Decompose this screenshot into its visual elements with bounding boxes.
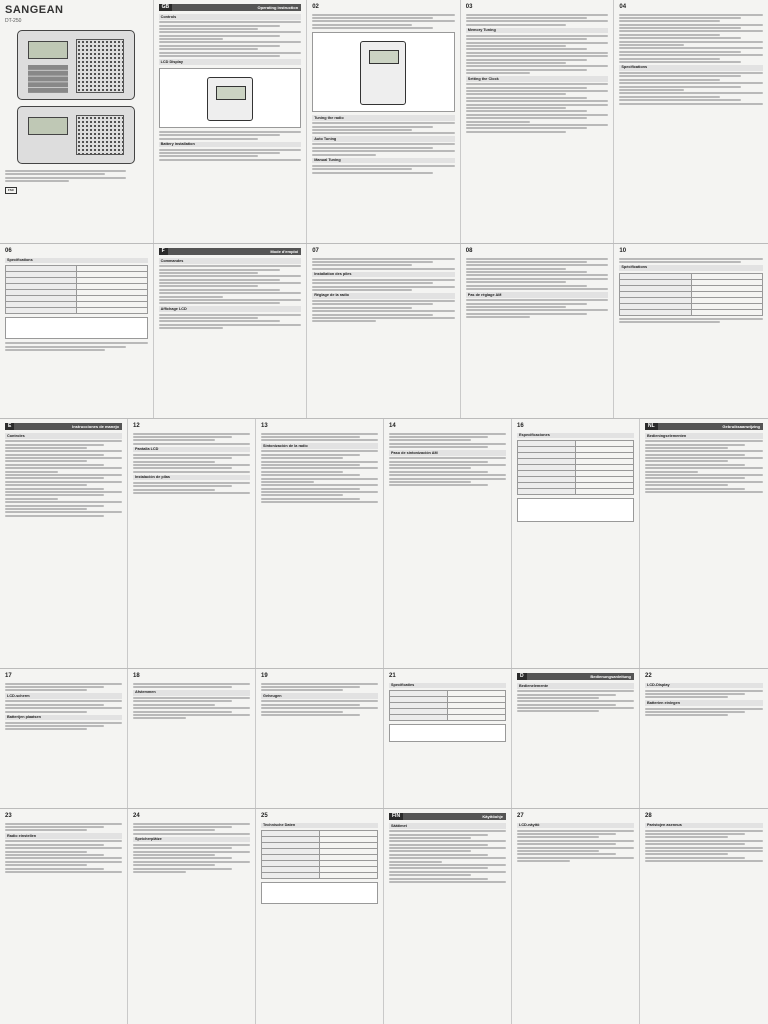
page-17 xyxy=(0,669,128,808)
subheading: LCD Display xyxy=(159,59,302,65)
page-number: 19 xyxy=(261,673,268,679)
page-row-1 xyxy=(0,0,768,243)
page-number: 07 xyxy=(312,248,319,254)
subheading: Controls xyxy=(159,14,302,20)
subheading: Paristojen asennus xyxy=(645,823,763,829)
page-24 xyxy=(128,809,256,1024)
cover-panel xyxy=(0,0,154,243)
page-02 xyxy=(307,0,461,243)
subheading: Battery installation xyxy=(159,142,302,148)
subheading: Radio einstellen xyxy=(5,833,122,839)
subheading: Paso de sintonización AM xyxy=(389,450,506,456)
page-number: 18 xyxy=(133,673,140,679)
page-01 xyxy=(154,0,308,243)
page-06a xyxy=(0,244,154,418)
page-27 xyxy=(512,809,640,1024)
spec-table xyxy=(5,265,148,314)
subheading: Commandes xyxy=(159,258,302,264)
page-row-3 xyxy=(0,418,768,668)
page-number: 14 xyxy=(389,423,396,429)
page-14 xyxy=(384,419,512,668)
page-number: 13 xyxy=(261,423,268,429)
page-number: 17 xyxy=(5,673,12,679)
page-22 xyxy=(640,669,768,808)
section-header-e: E Instrucciones de manejo xyxy=(5,423,122,430)
page-18 xyxy=(128,669,256,808)
subheading: Manual Tuning xyxy=(312,158,455,164)
subheading: Säätimet xyxy=(389,823,506,829)
spec-table xyxy=(261,830,378,879)
page-number: 12 xyxy=(133,423,140,429)
battery-diagram xyxy=(517,498,634,522)
subheading: Instalación de pilas xyxy=(133,475,250,481)
subheading: LCD-näyttö xyxy=(517,823,634,829)
page-number: 23 xyxy=(5,813,12,819)
page-06b xyxy=(154,244,308,418)
battery-diagram xyxy=(261,882,378,904)
controls-diagram xyxy=(312,32,455,112)
subheading: Bedieningselementen xyxy=(645,433,763,439)
subheading: Setting the Clock xyxy=(466,76,609,82)
subheading: LCD-scherm xyxy=(5,693,122,699)
page-19 xyxy=(256,669,384,808)
spec-table xyxy=(619,273,763,316)
page-21a xyxy=(384,669,512,808)
brand-logo: SANGEAN xyxy=(5,4,64,16)
subheading: Batterijen plaatsen xyxy=(5,715,122,721)
page-23 xyxy=(0,809,128,1024)
subheading: Afstemmen xyxy=(133,690,250,696)
radio-illustration xyxy=(17,30,135,100)
fsc-logo: FSC xyxy=(5,187,17,195)
subheading: Réglage de la radio xyxy=(312,293,455,299)
page-16b xyxy=(640,419,768,668)
section-header-d: D Bedienungsanleitung xyxy=(517,673,634,680)
subheading: Specifications xyxy=(619,65,763,71)
subheading: Tuning the radio xyxy=(312,115,455,121)
page-04 xyxy=(614,0,768,243)
section-header-nl: NL Gebruiksaanwijzing xyxy=(645,423,763,430)
subheading: Memory Tuning xyxy=(466,28,609,34)
page-25 xyxy=(256,809,384,1024)
model-number: DT-250 xyxy=(5,17,22,24)
subheading: Bedienelemente xyxy=(517,683,634,689)
page-row-4 xyxy=(0,668,768,808)
page-08 xyxy=(461,244,615,418)
subheading: Pas de réglage AM xyxy=(466,292,609,298)
page-21b xyxy=(512,669,640,808)
page-row-2 xyxy=(0,243,768,418)
lcd-diagram xyxy=(159,68,302,128)
subheading: Installation des piles xyxy=(312,272,455,278)
page-number: 24 xyxy=(133,813,140,819)
page-number: 10 xyxy=(619,248,627,254)
page-number: 16 xyxy=(517,423,524,429)
page-number: 22 xyxy=(645,673,652,679)
subheading: Technische Daten xyxy=(261,823,378,829)
page-28 xyxy=(640,809,768,1024)
subheading: Controles xyxy=(5,433,122,439)
page-number: 06 xyxy=(5,248,12,254)
subheading: Specifications xyxy=(5,258,148,264)
page-row-5 xyxy=(0,808,768,1024)
page-10 xyxy=(614,244,768,418)
battery-diagram xyxy=(5,317,148,339)
section-header-gb: GB Operating instruction xyxy=(159,4,302,11)
subheading: Sintonización de la radio xyxy=(261,443,378,449)
page-number: 04 xyxy=(619,4,627,10)
subheading: Especificaciones xyxy=(517,433,634,439)
page-number: 25 xyxy=(261,813,268,819)
page-number: 08 xyxy=(465,248,473,254)
battery-diagram xyxy=(389,724,506,742)
page-number: 27 xyxy=(517,813,524,819)
subheading: LCD-Display xyxy=(645,683,763,689)
page-16a xyxy=(512,419,640,668)
subheading: Speicherplätze xyxy=(133,837,250,843)
spec-table xyxy=(517,440,634,495)
page-12 xyxy=(128,419,256,668)
page-26 xyxy=(384,809,512,1024)
page-11 xyxy=(0,419,128,668)
subheading: Specificaties xyxy=(389,683,506,689)
page-number: 21 xyxy=(389,673,396,679)
radio-illustration-2 xyxy=(17,106,135,164)
page-number: 03 xyxy=(465,4,473,10)
subheading: Affichage LCD xyxy=(159,306,302,312)
subheading: Auto Tuning xyxy=(312,136,455,142)
section-header-fin: FIN Käyttöohje xyxy=(389,813,506,820)
section-header-f: F Mode d'emploi xyxy=(159,248,302,255)
page-07 xyxy=(307,244,461,418)
subheading: Batterien einlegen xyxy=(645,700,763,706)
subheading: Geheugen xyxy=(261,693,378,699)
page-number: 02 xyxy=(312,4,319,10)
page-13 xyxy=(256,419,384,668)
subheading: Pantalla LCD xyxy=(133,447,250,453)
subheading: Spécifications xyxy=(619,265,763,271)
spec-table xyxy=(389,690,506,721)
page-number: 28 xyxy=(645,813,652,819)
page-03 xyxy=(461,0,615,243)
